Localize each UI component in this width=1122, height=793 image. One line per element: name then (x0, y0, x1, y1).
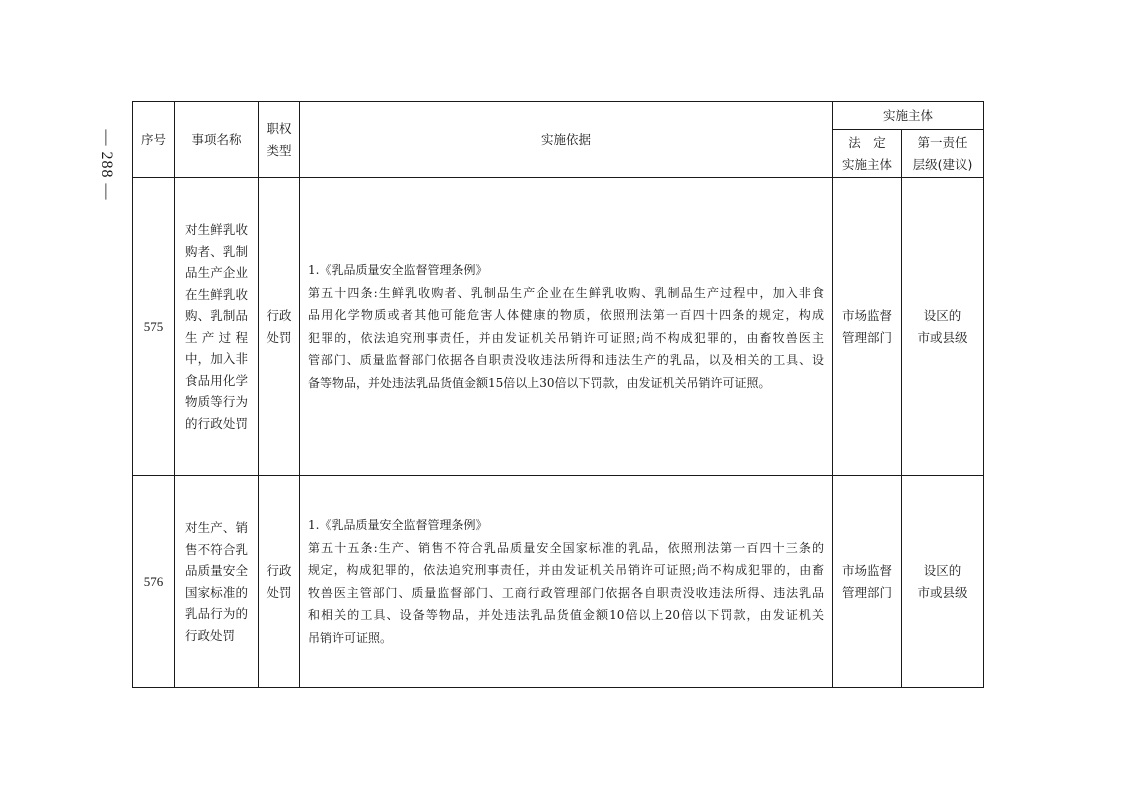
row-name-line: 国家标准的 (185, 584, 248, 600)
row-subject (833, 476, 902, 688)
row-name-line: 品质量安全 (185, 563, 248, 578)
header-level (902, 130, 984, 178)
row-name-line: 购、乳制品 (185, 308, 248, 323)
header-type (259, 102, 300, 178)
row-basis-line: 牧兽医主管部门、质量监督部门、工商行政管理部门依据各自职责没收违法所得、违法乳品 (308, 585, 824, 600)
row-name-line: 的行政处罚 (185, 415, 248, 431)
row-name-line: 对生鲜乳收 (185, 222, 248, 237)
row-name-line: 生 产 过 程 (185, 329, 248, 345)
row-type (259, 476, 300, 688)
page-number: — 288 — (98, 129, 115, 201)
row-basis-line: 1.《乳品质量安全监督管理条例》 (308, 518, 488, 532)
row-name-line: 品生产企业 (185, 265, 248, 280)
row-level (902, 476, 984, 688)
row-level-line1: 设区的 (923, 307, 962, 323)
table-row (133, 178, 984, 476)
row-basis-line: 规定，构成犯罪的，依法追究刑事责任，并由发证机关吊销许可证照;尚不构成犯罪的，由畜 (308, 563, 824, 577)
table-row (133, 476, 984, 688)
header-legal-subject-line1: 法 定 (848, 134, 886, 150)
row-name-line: 购者、乳制 (185, 243, 248, 259)
row-name-line: 食品用化学 (185, 372, 248, 388)
header-level-line2: 层级(建议) (912, 156, 973, 172)
row-level (902, 178, 984, 476)
row-basis-line: 第五十五条:生产、销售不符合乳品质量安全国家标准的乳品，依照刑法第一百四十三条的 (308, 540, 824, 555)
row-basis-line: 吊销许可证照。 (308, 630, 393, 645)
row-subject-line1: 市场监督 (841, 307, 892, 323)
header-subject-group: 实施主体 (833, 102, 984, 130)
row-name-line: 售不符合乳 (185, 541, 248, 557)
row-basis-line: 第五十四条:生鲜乳收购者、乳制品生产企业在生鲜乳收购、乳制品生产过程中，加入非食 (308, 285, 824, 300)
row-name-line: 对生产、销 (185, 520, 248, 535)
row-name-line: 乳品行为的 (185, 606, 248, 621)
header-type-line2: 类型 (266, 142, 292, 158)
row-name (175, 476, 259, 688)
row-type-line2: 处罚 (266, 329, 292, 345)
header-basis: 实施依据 (300, 102, 833, 178)
row-type-line2: 处罚 (266, 584, 292, 600)
row-basis-line: 和相关的工具、设备等物品，并处违法乳品货值金额10倍以上20倍以下罚款，由发证机关 (308, 608, 824, 622)
row-type (259, 178, 300, 476)
header-level-line1: 第一责任 (917, 134, 968, 150)
row-seq: 575 (133, 178, 175, 476)
row-subject-line2: 管理部门 (841, 584, 892, 600)
row-basis (300, 178, 833, 476)
row-basis-line: 品用化学物质或者其他可能危害人体健康的物质，依照刑法第一百四十四条的规定，构成 (308, 308, 824, 322)
row-basis-line: 备等物品，并处违法乳品货值金额15倍以上30倍以下罚款，由发证机关吊销许可证照。 (308, 375, 771, 390)
row-basis (300, 476, 833, 688)
row-subject (833, 178, 902, 476)
row-subject-line2: 管理部门 (841, 329, 892, 345)
row-name-line: 物质等行为 (185, 394, 248, 409)
row-name (175, 178, 259, 476)
header-legal-subject (833, 130, 902, 178)
row-level-line1: 设区的 (923, 562, 962, 578)
row-basis-line: 管部门、质量监督部门依据各自职责没收违法所得和违法生产的乳品，以及相关的工具、设 (308, 353, 824, 367)
header-name: 事项名称 (175, 102, 259, 178)
row-basis-line: 犯罪的，依法追究刑事责任，并由发证机关吊销许可证照;尚不构成犯罪的，由畜牧兽医主 (308, 330, 824, 345)
regulation-table (132, 101, 984, 688)
row-name-line: 行政处罚 (185, 627, 236, 643)
row-level-line2: 市或县级 (917, 584, 968, 600)
row-level-line2: 市或县级 (917, 329, 968, 345)
row-name-line: 中，加入非 (185, 351, 248, 366)
row-basis-line: 1.《乳品质量安全监督管理条例》 (308, 263, 488, 277)
row-type-line1: 行政 (266, 562, 292, 578)
header-legal-subject-line2: 实施主体 (841, 156, 892, 172)
row-subject-line1: 市场监督 (841, 562, 892, 578)
row-type-line1: 行政 (266, 307, 292, 323)
header-seq: 序号 (133, 102, 175, 178)
row-seq: 576 (133, 476, 175, 688)
row-name-line: 在生鲜乳收 (185, 286, 248, 302)
header-type-line1: 职权 (266, 120, 292, 136)
